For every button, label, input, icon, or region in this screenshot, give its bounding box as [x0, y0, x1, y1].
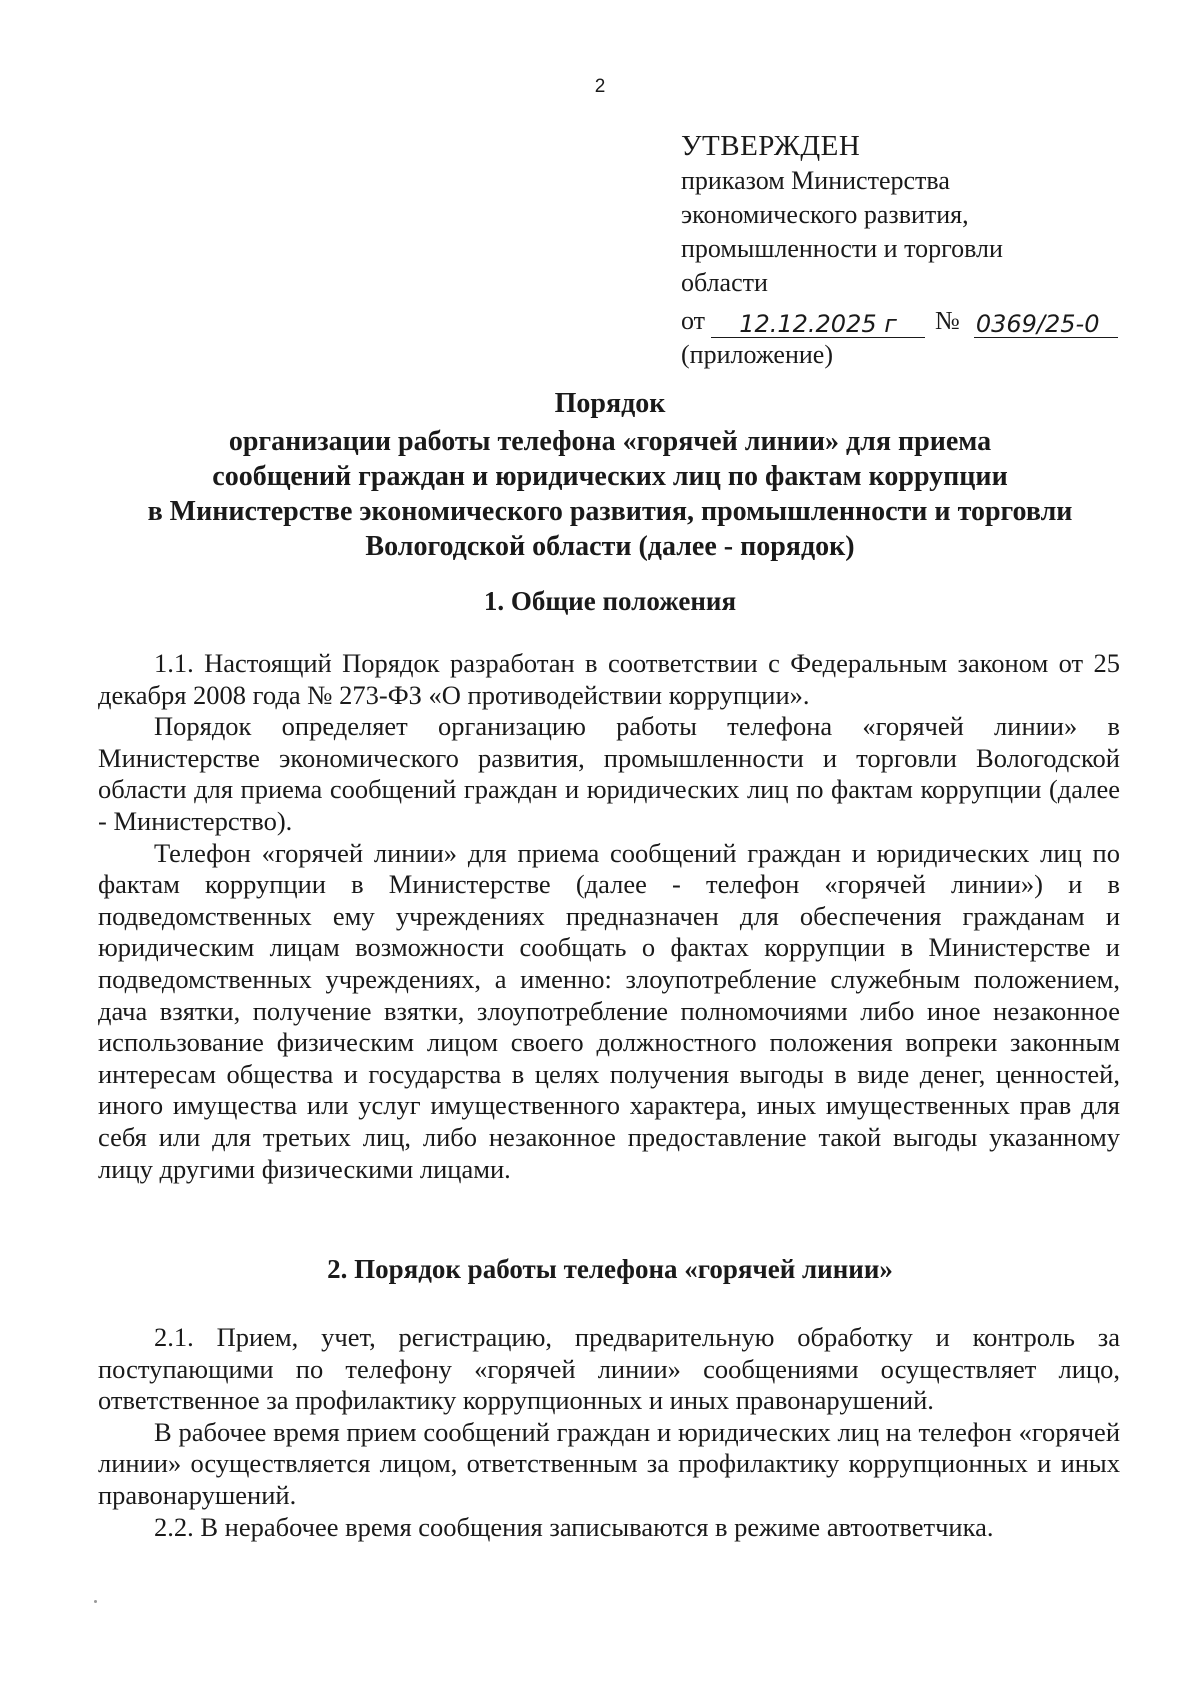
- subtitle-line: Вологодской области (далее - порядок): [365, 531, 855, 562]
- section-2-heading: 2. Порядок работы телефона «горячей линии»: [327, 1254, 893, 1284]
- handwritten-order-number: 0369/25-0: [974, 311, 1118, 338]
- subtitle-line: в Министерстве экономического развития, промышленности и торговли: [147, 496, 1073, 527]
- appendix-label: (приложение): [681, 340, 834, 369]
- page-number: 2: [594, 76, 606, 97]
- approval-line: промышленности и торговли: [681, 234, 1003, 263]
- subtitle-line: организации работы телефона «горячей линии» для приема: [228, 426, 992, 457]
- paragraph: Порядок определяет организацию работы телефона «горячей линии» в Министерстве экономического развития, промышленности и торговли Вологодской области для приема сообщений граждан и юридических лиц по фактам коррупции (далее - Министерство).: [98, 711, 1120, 836]
- document-subtitle: [90, 424, 1130, 564]
- date-prefix: от: [681, 306, 706, 335]
- order-date-number-row: [681, 300, 1161, 338]
- approval-line: области: [681, 268, 768, 297]
- document-title: Порядок: [554, 388, 666, 419]
- paragraph: 2.2. В нерабочее время сообщения записываются в режиме автоответчика.: [154, 1511, 994, 1542]
- approval-title: УТВЕРЖДЕН: [681, 130, 861, 162]
- section-2-body: [98, 1322, 1120, 1543]
- paragraph: В рабочее время прием сообщений граждан и юридических лиц на телефон «горячей линии» осуществляется лицом, ответственным за профилактику коррупционных и иных правонарушений.: [98, 1416, 1120, 1510]
- paragraph: 2.1. Прием, учет, регистрацию, предварительную обработку и контроль за поступающими по телефону «горячей линии» сообщениями осуществляет лицо, ответственное за профилактику коррупционных и иных правонарушений.: [98, 1322, 1120, 1416]
- handwritten-date: 12.12.2025 г: [711, 311, 925, 338]
- section-1-heading: 1. Общие положения: [483, 586, 737, 616]
- subtitle-line: сообщений граждан и юридических лиц по фактам коррупции: [212, 461, 1008, 492]
- approval-line: приказом Министерства: [681, 166, 950, 195]
- section-1-body: [98, 648, 1120, 1185]
- paragraph: 1.1. Настоящий Порядок разработан в соответствии с Федеральным законом от 25 декабря 2008 года № 273-ФЗ «О противодействии коррупции».: [98, 648, 1120, 710]
- approval-stamp: [681, 128, 1161, 372]
- paragraph: Телефон «горячей линии» для приема сообщений граждан и юридических лиц по фактам коррупции в Министерстве (далее - телефон «горячей линии») и в подведомственных ему учреждениях предназначен для обеспечения гражданам и юридическим лицам возможности сообщать о фактах коррупции в Министерстве и подведомственных учреждениях, а именно: злоупотребление служебным положением, дача взятки, получение взятки, злоупотребление полномочиями либо иное незаконное использование физическим лицом своего должностного положения вопреки законным интересам общества и государства в целях получения выгоды в виде денег, ценностей, иного имущества или услуг имущественного характера, иных имущественных прав для себя или для третьих лиц, либо незаконное предоставление такой выгоды указанному лицу другими физическими лицами.: [98, 837, 1120, 1184]
- scan-speck: [94, 1600, 97, 1603]
- number-sign: №: [935, 306, 960, 335]
- approval-line: экономического развития,: [681, 200, 969, 229]
